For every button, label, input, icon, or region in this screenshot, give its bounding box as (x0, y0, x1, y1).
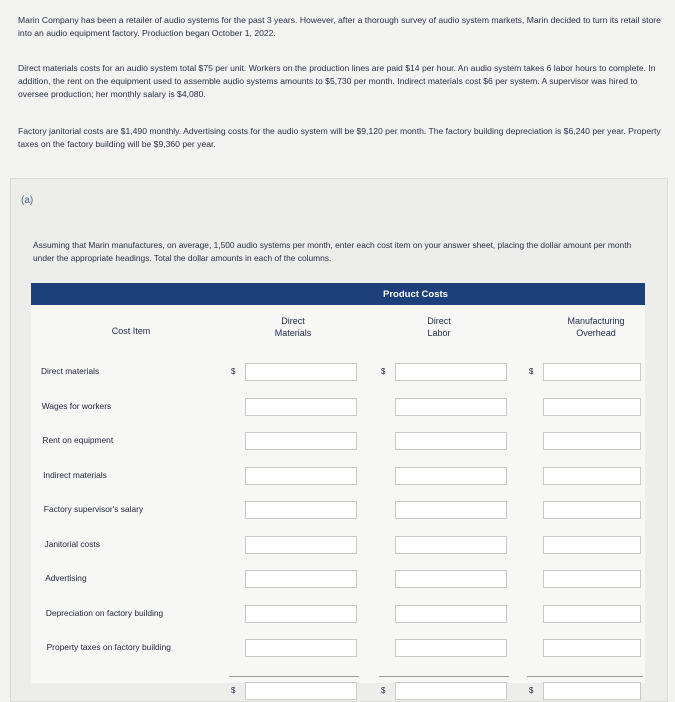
cost-item-header: Cost Item (111, 326, 151, 336)
product-costs-header (31, 283, 645, 305)
row-label: Janitorial costs (44, 538, 100, 549)
direct-labor-input[interactable] (395, 639, 507, 657)
problem-paragraph-1: Marin Company has been a retailer of audio systems for the past 3 years. However, after a thorough survey of audio system markets, Marin decided to turn its retail store into an audio equipment factory. Production began October 1, 2022. (18, 15, 661, 38)
part-a-panel (10, 178, 668, 702)
cost-table (31, 283, 645, 695)
total-rule (379, 676, 509, 677)
overhead-total-input[interactable] (543, 682, 641, 700)
direct-materials-header: Direct Materials (274, 316, 312, 338)
direct-labor-input[interactable] (395, 605, 507, 623)
currency-symbol: $ (231, 685, 236, 695)
direct-labor-input[interactable] (395, 432, 507, 450)
direct-materials-input[interactable] (245, 398, 357, 416)
problem-paragraph-2: Direct materials costs for an audio system total $75 per unit. Workers on the production lines are paid $14 per hour. An audio system takes 6 labor hours to complete. In addition, the rent on the equipment used to assemble audio systems amounts to $5,730 per month. Indirect materials cost $6 per system. A supervisor was hired to oversee production; her monthly salary is $4,080. (18, 63, 656, 99)
currency-symbol: $ (529, 367, 534, 376)
direct-materials-input[interactable] (245, 605, 357, 623)
direct-materials-input[interactable] (245, 570, 357, 588)
overhead-input[interactable] (543, 432, 641, 450)
total-rule (527, 676, 643, 677)
overhead-input[interactable] (543, 363, 641, 381)
currency-symbol: $ (231, 367, 236, 376)
row-label: Rent on equipment (42, 435, 114, 445)
direct-labor-input[interactable] (395, 570, 507, 588)
overhead-input[interactable] (543, 536, 641, 554)
row-label: Direct materials (41, 366, 100, 376)
problem-paragraph-3: Factory janitorial costs are $1,490 monthly. Advertising costs for the audio system will be $9,120 per month. The factory building depreciation is $6,240 per year. Property taxes on the factory building will be $9,360 per year. (18, 126, 661, 149)
direct-materials-input[interactable] (245, 536, 357, 554)
overhead-input[interactable] (543, 398, 641, 416)
direct-labor-input[interactable] (395, 363, 507, 381)
direct-labor-input[interactable] (395, 467, 507, 485)
direct-materials-input[interactable] (245, 432, 357, 450)
row-label: Wages for workers (41, 400, 112, 411)
product-costs-label: Product Costs (383, 289, 448, 300)
direct-materials-input[interactable] (245, 501, 357, 519)
overhead-input[interactable] (543, 605, 641, 623)
direct-labor-input[interactable] (395, 501, 507, 519)
row-label: Property taxes on factory building (46, 642, 171, 652)
part-instructions: Assuming that Marin manufactures, on average, 1,500 audio systems per month, enter each cost item on your answer sheet, placing the dollar amount per month under the appropriate headings. Total the dollar amounts in each of the columns. (33, 240, 632, 263)
row-label: Factory supervisor's salary (43, 504, 144, 514)
currency-symbol: $ (529, 685, 534, 695)
direct-materials-input[interactable] (245, 639, 357, 657)
overhead-header: Manufacturing Overhead (567, 316, 625, 338)
currency-symbol: $ (381, 367, 386, 376)
overhead-input[interactable] (543, 501, 641, 519)
row-label: Indirect materials (43, 469, 107, 480)
direct-labor-header: Direct Labor (427, 316, 451, 338)
direct-labor-total-input[interactable] (395, 682, 507, 700)
part-label: (a) (21, 195, 34, 206)
overhead-input[interactable] (543, 570, 641, 588)
direct-labor-input[interactable] (395, 398, 507, 416)
currency-symbol: $ (381, 685, 386, 695)
overhead-input[interactable] (543, 639, 641, 657)
total-rule (229, 676, 359, 677)
overhead-input[interactable] (543, 467, 641, 485)
direct-materials-input[interactable] (245, 467, 357, 485)
direct-materials-input[interactable] (245, 363, 357, 381)
direct-materials-total-input[interactable] (245, 682, 357, 700)
direct-labor-input[interactable] (395, 536, 507, 554)
row-label: Advertising (45, 573, 87, 583)
row-label: Depreciation on factory building (45, 607, 164, 618)
